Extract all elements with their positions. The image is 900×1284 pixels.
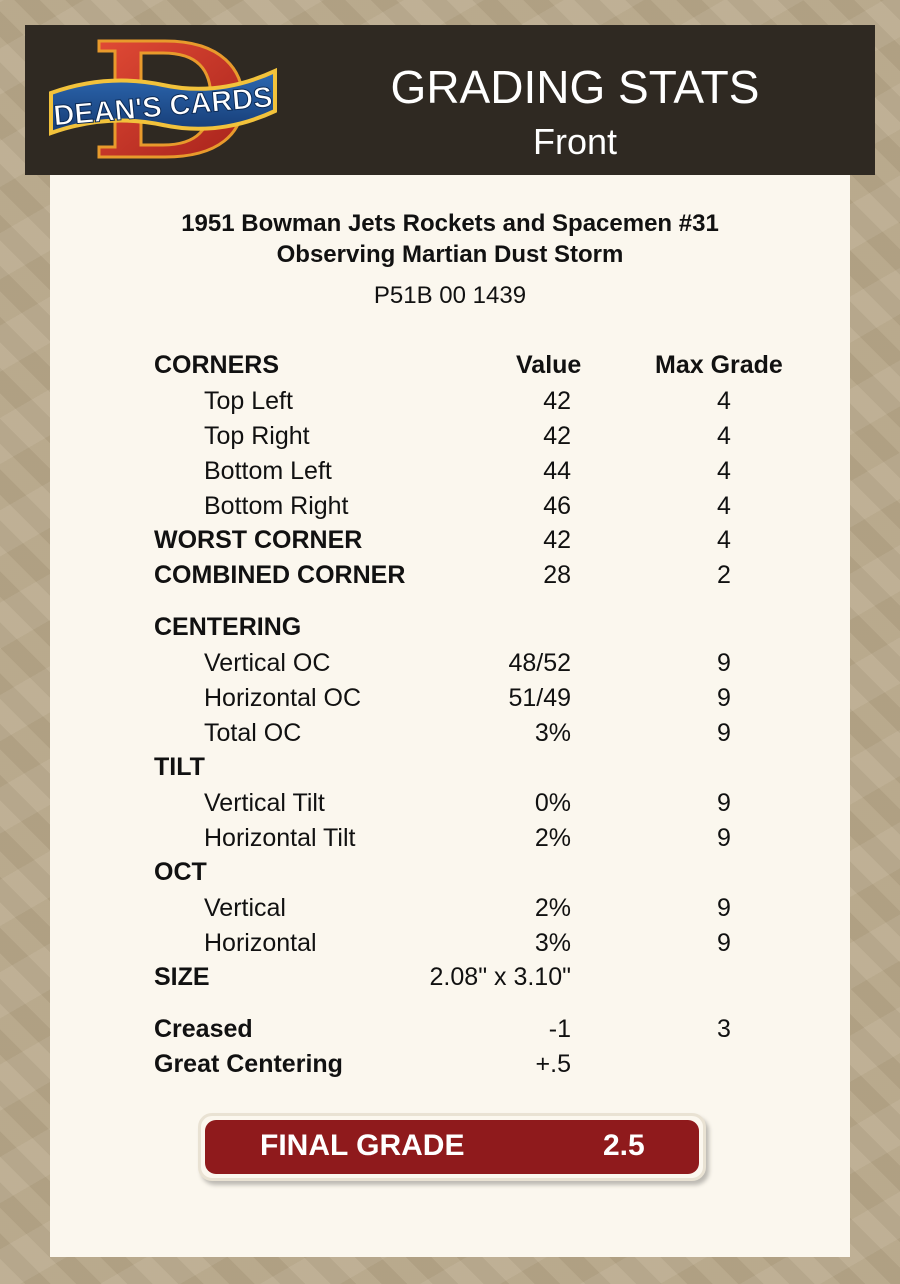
- row-label: Vertical: [204, 894, 286, 922]
- row-label: Top Right: [204, 422, 310, 450]
- worst-corner-row: [50, 526, 850, 560]
- row-value: 48/52: [508, 649, 571, 677]
- creased-row: [50, 1015, 850, 1049]
- final-grade-value: 2.5: [603, 1129, 645, 1162]
- row-value: 46: [543, 492, 571, 520]
- row-label: Vertical OC: [204, 649, 331, 677]
- top-left-row: [50, 387, 850, 421]
- horizontal-oc-row: [50, 684, 850, 718]
- row-value: 51/49: [508, 684, 571, 712]
- row-label: Horizontal OC: [204, 684, 361, 712]
- oct-horizontal-row: [50, 929, 850, 963]
- centering-header-row: [50, 613, 850, 647]
- row-value: 42: [543, 422, 571, 450]
- row-max-grade: 4: [717, 387, 731, 415]
- row-value: 28: [543, 561, 571, 589]
- bottom-right-row: [50, 492, 850, 526]
- row-max-grade: 4: [717, 457, 731, 485]
- row-label: Vertical Tilt: [204, 789, 325, 817]
- oct-header-row: [50, 858, 850, 892]
- row-value: 2.08" x 3.10": [429, 963, 571, 991]
- corners-label: CORNERS: [154, 351, 280, 379]
- grading-card: [50, 175, 850, 1257]
- card-serial-number: P51B 00 1439: [373, 282, 527, 309]
- row-max-grade: 4: [717, 526, 731, 554]
- row-label: Horizontal Tilt: [204, 824, 356, 852]
- row-label: SIZE: [154, 963, 210, 991]
- row-label: Bottom Left: [204, 457, 332, 485]
- row-value: 2%: [534, 824, 571, 852]
- bottom-left-row: [50, 457, 850, 491]
- row-label: Creased: [154, 1015, 253, 1043]
- row-max-grade: 4: [717, 422, 731, 450]
- centering-label: CENTERING: [154, 613, 302, 641]
- row-max-grade: 9: [717, 719, 731, 747]
- row-value: 0%: [534, 789, 571, 817]
- row-value: 3%: [534, 719, 571, 747]
- row-label: Great Centering: [154, 1050, 343, 1078]
- page-subtitle: Front: [532, 121, 618, 162]
- max-grade-column-header: Max Grade: [655, 351, 783, 379]
- row-max-grade: 4: [717, 492, 731, 520]
- row-label: Total OC: [204, 719, 302, 747]
- final-grade-box: [198, 1113, 706, 1181]
- row-max-grade: 9: [717, 649, 731, 677]
- combined-corner-row: [50, 561, 850, 595]
- row-value: 42: [543, 526, 571, 554]
- row-value: 2%: [534, 894, 571, 922]
- size-row: [50, 963, 850, 997]
- svg-text:DEAN'S CARDS: DEAN'S CARDS: [52, 81, 274, 133]
- horizontal-tilt-row: [50, 824, 850, 858]
- page-title: GRADING STATS: [390, 61, 760, 113]
- corners-header-row: [50, 351, 850, 385]
- row-max-grade: 3: [717, 1015, 731, 1043]
- row-value: 3%: [534, 929, 571, 957]
- oct-label: OCT: [154, 858, 207, 886]
- row-max-grade: 9: [717, 929, 731, 957]
- great-centering-row: [50, 1050, 850, 1084]
- card-title-line1: 1951 Bowman Jets Rockets and Spacemen #31: [181, 210, 719, 237]
- row-value: 44: [543, 457, 571, 485]
- row-label: Horizontal: [204, 929, 317, 957]
- top-right-row: [50, 422, 850, 456]
- row-value: +.5: [535, 1050, 571, 1078]
- row-max-grade: 9: [717, 824, 731, 852]
- total-oc-row: [50, 719, 850, 753]
- final-grade-banner: [205, 1120, 699, 1174]
- row-label: COMBINED CORNER: [154, 561, 406, 589]
- row-label: WORST CORNER: [154, 526, 363, 554]
- row-max-grade: 9: [717, 789, 731, 817]
- row-value: -1: [548, 1015, 571, 1043]
- value-column-header: Value: [516, 351, 582, 379]
- row-label: Top Left: [204, 387, 293, 415]
- header-bar: [25, 25, 875, 175]
- deans-cards-logo: [47, 37, 279, 161]
- row-max-grade: 9: [717, 684, 731, 712]
- row-value: 42: [543, 387, 571, 415]
- vertical-oc-row: [50, 649, 850, 683]
- tilt-label: TILT: [154, 753, 205, 781]
- oct-vertical-row: [50, 894, 850, 928]
- final-grade-label: FINAL GRADE: [260, 1129, 465, 1162]
- card-title-line2: Observing Martian Dust Storm: [276, 241, 624, 268]
- vertical-tilt-row: [50, 789, 850, 823]
- row-max-grade: 2: [717, 561, 731, 589]
- row-label: Bottom Right: [204, 492, 349, 520]
- tilt-header-row: [50, 753, 850, 787]
- row-max-grade: 9: [717, 894, 731, 922]
